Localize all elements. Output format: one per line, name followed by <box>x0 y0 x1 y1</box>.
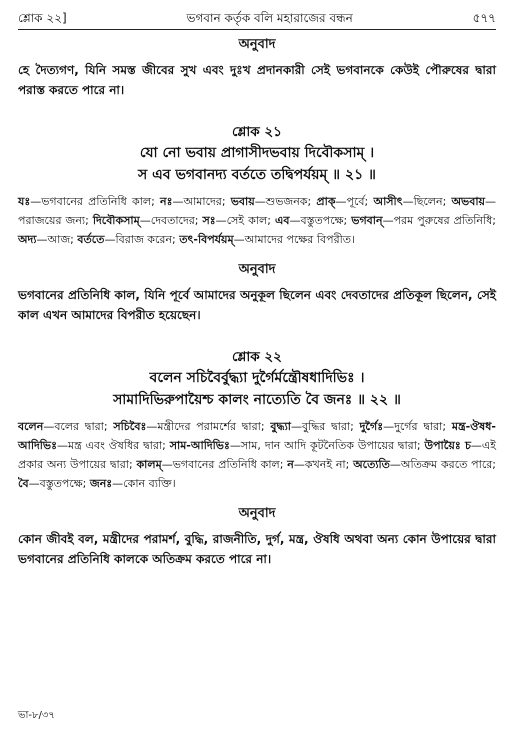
sanskrit-word: অত্যেতি <box>353 458 390 471</box>
translation-text-3: কোন জীবই বল, মন্ত্রীদের পরামর্শ, বুদ্ধি, রাজনীতি, দুর্গ, মন্ত্র, ঔষধি অথবা অন্য কোন উপায়ের দ্বারা ভগবানের প্রতিনিধি কালকে অতিক্রম করতে পারে না। <box>18 532 496 566</box>
word-meaning: —আমাদের; <box>172 195 231 208</box>
word-meaning: —পরাজয়ের জন্য; <box>18 195 496 227</box>
verse-22-line-2: সামাদিভিরুপায়ৈশ্চ কালং নাত্যেতি বৈ জনঃ ॥ ২২ ॥ <box>113 392 401 408</box>
sanskrit-word: অদ্য <box>18 233 37 246</box>
sanskrit-word: সঃ <box>202 214 216 227</box>
signature-mark: ভা-৮/৩৭ <box>18 710 55 721</box>
verse-21-line-1: যো নো ভবায় প্রাগাসীদভবায় দিবৌকসাম্ । <box>139 145 375 161</box>
sanskrit-word: কালম্ <box>136 458 162 471</box>
word-meaning: —কখনই না; <box>293 458 354 471</box>
word-meaning: —এই প্রকার অন্য উপায়ের দ্বারা; <box>18 439 496 471</box>
translation-text-2: ভগবানের প্রতিনিধি কাল, যিনি পূর্বে আমাদের অনুকূল ছিলেন এবং দেবতাদের প্রতিকূল ছিলেন, সেই কাল এখন আমাদের বিপরীত হয়েছেন। <box>18 288 496 322</box>
translation-heading-2: অনুবাদ <box>238 262 276 277</box>
sanskrit-word: সাম-আদিভিঃ <box>169 439 230 452</box>
sanskrit-word: দিবৌকসাম্ <box>92 214 140 227</box>
header-page-number: ৫৭৭ <box>472 11 496 25</box>
translation-text-1: হে দৈত্যগণ, যিনি সমস্ত জীবের সুখ এবং দুঃখ প্রদানকারী সেই ভগবানকে কেউই পৌরুষের দ্বারা পরাস্ত করতে পারে না। <box>18 63 496 97</box>
word-meaning: —ভগবানের প্রতিনিধি কাল; <box>30 195 160 208</box>
sanskrit-word: তৎ-বিপর্যয়ম্ <box>179 233 234 246</box>
word-meaning: —মন্ত্রীদের পরামর্শের দ্বারা; <box>146 420 271 433</box>
running-header <box>18 10 496 30</box>
sanskrit-word: বৈ <box>18 477 29 490</box>
verse-21-line-2: স এব ভগবানদ্য বর্ততে তদ্বিপর্যয়ম্ ॥ ২১ ॥ <box>138 167 376 183</box>
header-verse-ref: শ্লোক ২২] <box>18 11 67 25</box>
word-meaning: —ভগবানের প্রতিনিধি কাল; <box>161 458 288 471</box>
sanskrit-word: বলেন <box>18 420 44 433</box>
sanskrit-word: দুর্গৈঃ <box>359 420 384 433</box>
word-meaning: —বিরাজ করেন; <box>104 233 180 246</box>
translation-heading-1: অনুবাদ <box>238 37 276 52</box>
sanskrit-word: ন <box>287 458 294 471</box>
word-meaning: —দেবতাদের; <box>139 214 203 227</box>
verse-22-line-1: বলেন সচিবৈর্বুদ্ধ্যা দুর্গৈর্মন্ত্রৌষধাদিভিঃ । <box>149 370 365 386</box>
sanskrit-word: এব <box>274 214 290 227</box>
word-meaning: —ছিলেন; <box>402 195 452 208</box>
word-meaning: —বস্তুতপক্ষে; <box>28 477 90 490</box>
sanskrit-word: প্রাক্ <box>316 195 336 208</box>
word-meaning: —পরম পুরুষের প্রতিনিধি; <box>382 214 497 227</box>
word-meaning: —কোন ব্যক্তি। <box>112 477 176 490</box>
sanskrit-word: আসীৎ <box>373 195 403 208</box>
sanskrit-word: বর্ততে <box>77 233 105 246</box>
word-meaning: —অতিক্রম করতে পারে; <box>389 458 497 471</box>
word-meaning: —দুর্গের দ্বারা; <box>383 420 452 433</box>
word-meaning: —বলের দ্বারা; <box>43 420 114 433</box>
book-page <box>18 10 496 725</box>
word-meaning: —সাম, দান আদি কূটনৈতিক উপায়ের দ্বারা; <box>229 439 425 452</box>
sanskrit-word: জনঃ <box>89 477 113 490</box>
word-meaning: —বুদ্ধির দ্বারা; <box>290 420 360 433</box>
sanskrit-word: বুদ্ধ্যা <box>270 420 291 433</box>
sanskrit-word: মন্ত্র-ঔষধ-আদিভিঃ <box>18 420 496 452</box>
word-meaning: —আমাদের পক্ষের বিপরীত। <box>233 233 355 246</box>
translation-heading-3: অনুবাদ <box>238 506 276 521</box>
sanskrit-word: সচিবৈঃ <box>113 420 147 433</box>
sanskrit-word: যঃ <box>18 195 31 208</box>
word-meaning: —সেই কাল; <box>215 214 275 227</box>
word-meaning: —শুভজনক; <box>254 195 317 208</box>
word-meaning: —বস্তুতপক্ষে; <box>289 214 352 227</box>
sanskrit-word: অভবায় <box>451 195 485 208</box>
word-meaning: —আজ; <box>36 233 78 246</box>
header-chapter-title: ভগবান কর্তৃক বলি মহারাজের বন্ধন <box>186 11 353 25</box>
word-meaning: —মন্ত্র এবং ঔষধির দ্বারা; <box>56 439 170 452</box>
sanskrit-word: ভগবান্ <box>351 214 383 227</box>
verse-number-22: শ্লোক ২২ <box>232 349 282 365</box>
sanskrit-word: উপায়ৈঃ চ <box>424 439 471 452</box>
verse-number-21: শ্লোক ২১ <box>232 124 282 140</box>
sanskrit-word: নঃ <box>160 195 173 208</box>
word-for-word-22 <box>18 417 496 493</box>
word-for-word-21 <box>18 192 496 249</box>
word-meaning: —পূর্বে; <box>335 195 374 208</box>
sanskrit-word: ভবায় <box>230 195 255 208</box>
